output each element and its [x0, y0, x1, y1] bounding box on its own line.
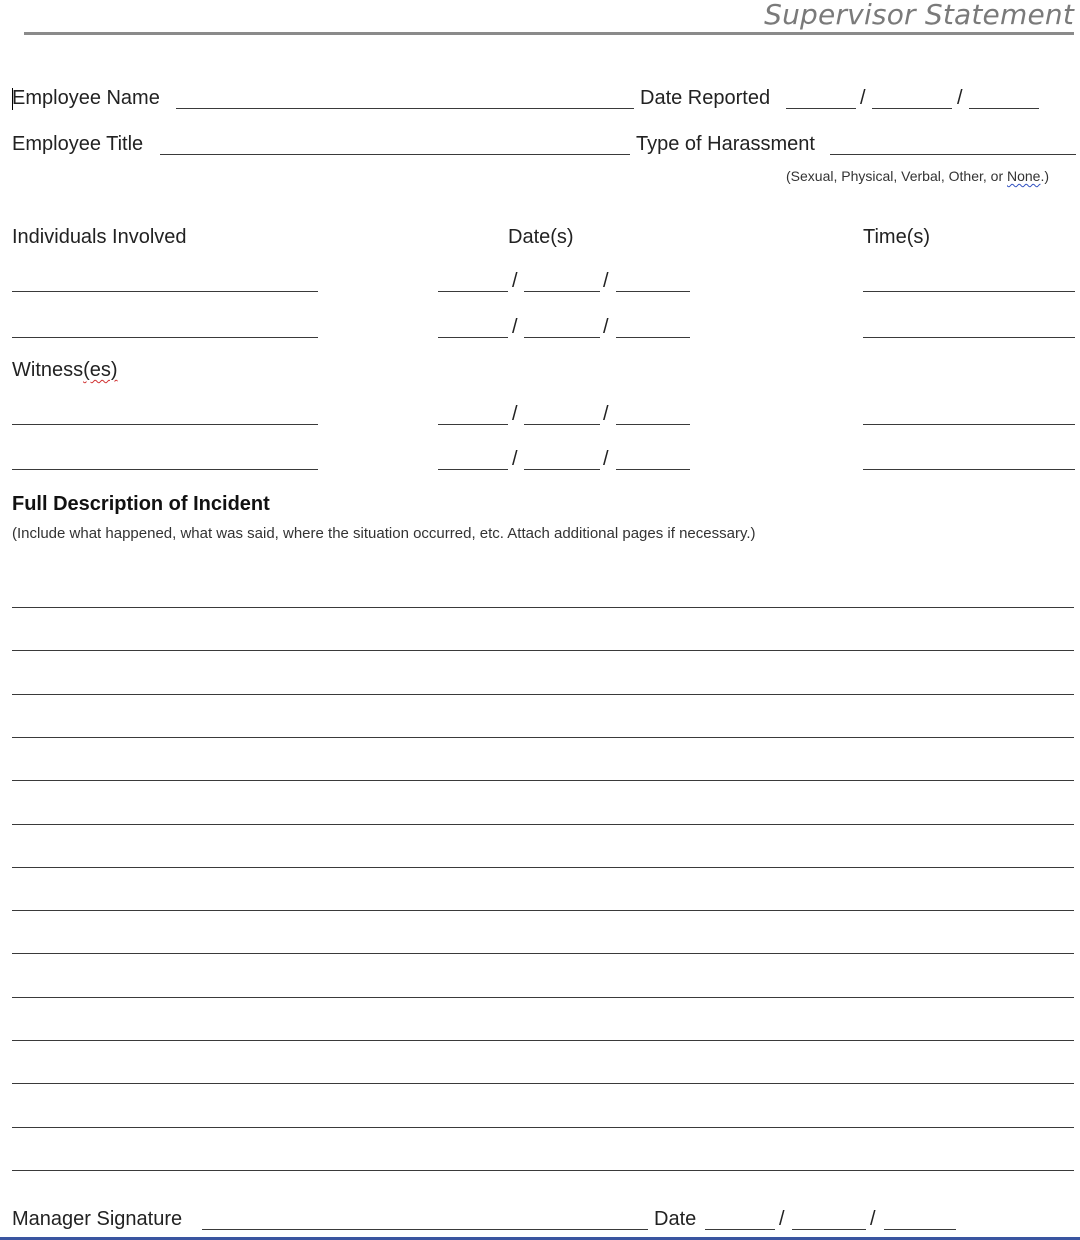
date-reported-day-field[interactable]: [872, 108, 952, 109]
date-separator: /: [957, 87, 963, 109]
description-line[interactable]: [12, 650, 1074, 651]
witness-name-field[interactable]: [12, 424, 318, 425]
individual-date-year-field[interactable]: [616, 337, 690, 338]
witness-date-month-field[interactable]: [438, 469, 508, 470]
date-separator: /: [512, 316, 518, 338]
description-line[interactable]: [12, 1170, 1074, 1171]
type-of-harassment-label: Type of Harassment: [636, 133, 815, 155]
date-reported-month-field[interactable]: [786, 108, 856, 109]
witness-date-year-field[interactable]: [616, 469, 690, 470]
date-separator: /: [512, 403, 518, 425]
description-line[interactable]: [12, 953, 1074, 954]
date-separator: /: [779, 1208, 785, 1230]
witness-time-field[interactable]: [863, 469, 1075, 470]
individual-date-day-field[interactable]: [524, 337, 600, 338]
witness-name-field[interactable]: [12, 469, 318, 470]
title-rule: [24, 32, 1074, 35]
individuals-involved-header: Individuals Involved: [12, 226, 187, 248]
description-heading: Full Description of Incident: [12, 493, 270, 515]
description-line[interactable]: [12, 867, 1074, 868]
date-reported-label: Date Reported: [640, 87, 771, 109]
harassment-options-hint: (Sexual, Physical, Verbal, Other, or None.): [786, 168, 1050, 184]
dates-header: Date(s): [508, 226, 574, 248]
employee-title-label: Employee Title: [12, 133, 144, 155]
description-line[interactable]: [12, 1083, 1074, 1084]
description-line[interactable]: [12, 694, 1074, 695]
date-separator: /: [870, 1208, 876, 1230]
date-separator: /: [512, 448, 518, 470]
description-line[interactable]: [12, 780, 1074, 781]
description-line[interactable]: [12, 1127, 1074, 1128]
individual-date-day-field[interactable]: [524, 291, 600, 292]
witness-date-day-field[interactable]: [524, 469, 600, 470]
individual-date-month-field[interactable]: [438, 337, 508, 338]
witnesses-label: Witness(es): [12, 359, 118, 381]
date-reported-year-field[interactable]: [969, 108, 1039, 109]
employee-name-label: Employee Name: [12, 87, 160, 109]
date-separator: /: [860, 87, 866, 109]
signature-date-day-field[interactable]: [792, 1229, 866, 1230]
times-header: Time(s): [863, 226, 931, 248]
witness-date-year-field[interactable]: [616, 424, 690, 425]
description-line[interactable]: [12, 824, 1074, 825]
signature-date-month-field[interactable]: [705, 1229, 775, 1230]
description-line[interactable]: [12, 997, 1074, 998]
description-line[interactable]: [12, 1040, 1074, 1041]
signature-date-year-field[interactable]: [884, 1229, 956, 1230]
individual-name-field[interactable]: [12, 337, 318, 338]
employee-name-field[interactable]: [176, 108, 634, 109]
individual-time-field[interactable]: [863, 291, 1075, 292]
date-separator: /: [603, 270, 609, 292]
witness-date-day-field[interactable]: [524, 424, 600, 425]
witness-time-field[interactable]: [863, 424, 1075, 425]
date-separator: /: [603, 403, 609, 425]
signature-date-label: Date: [654, 1208, 697, 1230]
document-title: Supervisor Statement: [764, 0, 1074, 31]
individual-name-field[interactable]: [12, 291, 318, 292]
individual-date-month-field[interactable]: [438, 291, 508, 292]
date-separator: /: [603, 316, 609, 338]
manager-signature-label: Manager Signature: [12, 1208, 183, 1230]
type-of-harassment-field[interactable]: [830, 154, 1076, 155]
description-line[interactable]: [12, 737, 1074, 738]
manager-signature-field[interactable]: [202, 1229, 648, 1230]
date-separator: /: [603, 448, 609, 470]
date-separator: /: [512, 270, 518, 292]
description-instructions: (Include what happened, what was said, where the situation occurred, etc. Attach additional pages if necessary.): [12, 525, 756, 542]
description-line[interactable]: [12, 910, 1074, 911]
individual-date-year-field[interactable]: [616, 291, 690, 292]
individual-time-field[interactable]: [863, 337, 1075, 338]
employee-title-field[interactable]: [160, 154, 630, 155]
description-line[interactable]: [12, 607, 1074, 608]
witness-date-month-field[interactable]: [438, 424, 508, 425]
